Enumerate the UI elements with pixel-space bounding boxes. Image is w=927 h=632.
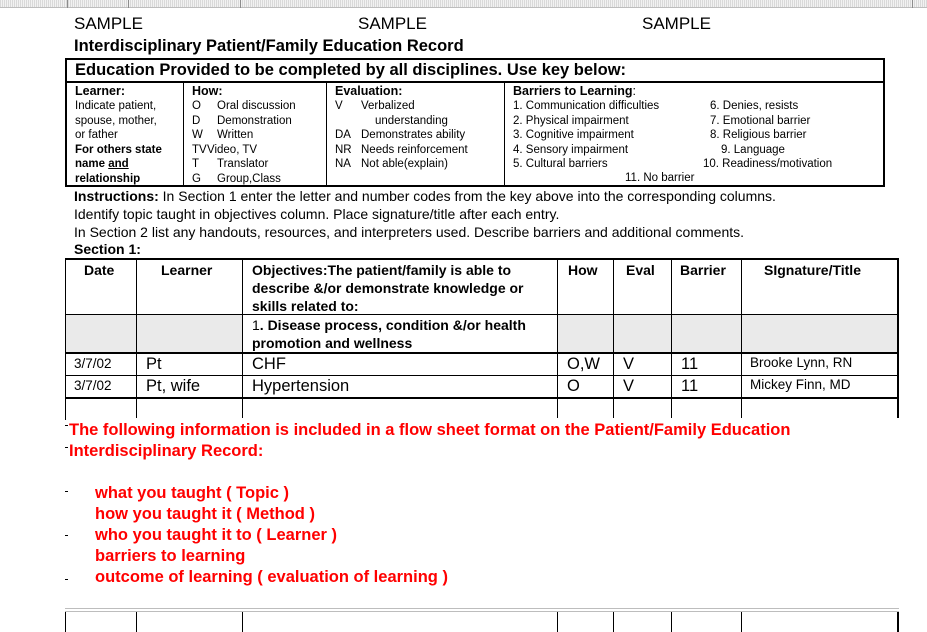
- key-learner-header: Learner:: [75, 84, 126, 98]
- row-objective: CHF: [252, 355, 286, 373]
- key-heading: Education Provided to be completed by all disciplines. Use key below:: [67, 60, 883, 83]
- row-barrier: 11: [681, 355, 699, 373]
- barrier-item: 7. Emotional barrier: [710, 114, 811, 127]
- row-eval: V: [623, 377, 635, 395]
- row-objective: Hypertension: [252, 377, 350, 395]
- key-how-item: O Oral discussion: [192, 100, 296, 112]
- row-signature: Mickey Finn, MD: [750, 377, 851, 392]
- col-header-barrier: Barrier: [680, 262, 726, 278]
- key-learner-line: Indicate patient,: [75, 100, 157, 112]
- flow-sheet-note: [69, 418, 899, 606]
- col-header-how: How: [568, 262, 598, 278]
- row-barrier: 11: [681, 377, 699, 395]
- education-key-box: [65, 58, 885, 187]
- col-header-objectives: Objectives:The patient/family is able to describe &/or demonstrate knowledge or skills related to:: [252, 262, 524, 314]
- key-how-item: T Translator: [192, 158, 269, 170]
- key-learner-bold-line: name and: [75, 158, 129, 170]
- key-eval-item: NR Needs reinforcement: [335, 143, 468, 156]
- topic-disease-process: 1. Disease process, condition &/or health promotion and wellness: [252, 317, 526, 351]
- barrier-item: 2. Physical impairment: [513, 114, 629, 127]
- instructions-line: Instructions: In Section 1 enter the letter and number codes from the key above into the corresponding columns.: [74, 188, 776, 204]
- barrier-item: 1. Communication difficulties: [513, 100, 660, 112]
- sample-label-left: SAMPLE: [74, 14, 143, 33]
- note-line: The following information is included in a flow sheet format on the Patient/Family Education: [69, 421, 791, 439]
- row-learner: Pt: [146, 355, 162, 373]
- key-evaluation-header: Evaluation:: [335, 84, 403, 98]
- key-how-column: [183, 83, 326, 185]
- barrier-item: 8. Religious barrier: [710, 129, 807, 141]
- row-date: 3/7/02: [74, 378, 112, 393]
- document-top-ruler: [0, 0, 927, 8]
- row-how: O,W: [567, 355, 600, 373]
- key-learner-line: or father: [75, 129, 118, 141]
- key-eval-item: V Verbalized: [335, 100, 415, 112]
- sample-label-right: SAMPLE: [642, 14, 711, 33]
- key-how-header: How:: [192, 84, 223, 98]
- key-eval-item: understanding: [375, 114, 448, 127]
- key-learner-bold-line: relationship: [75, 172, 141, 185]
- section-1-label: Section 1:: [74, 241, 141, 257]
- row-how: O: [567, 377, 580, 395]
- key-learner-bold-line: For others state: [75, 143, 162, 156]
- document-title: Interdisciplinary Patient/Family Education Record: [74, 37, 464, 55]
- barrier-item: 3. Cognitive impairment: [513, 129, 634, 141]
- key-barriers-column: [504, 83, 883, 185]
- col-header-eval: Eval: [626, 262, 655, 278]
- col-header-learner: Learner: [161, 262, 213, 278]
- instructions-line: In Section 2 list any handouts, resources, and interpreters used. Describe barriers and additional comments.: [74, 224, 745, 240]
- barrier-item: 6. Denies, resists: [710, 100, 799, 112]
- key-barriers-header: Barriers to Learning:: [513, 84, 636, 98]
- key-evaluation-column: [326, 83, 504, 185]
- row-eval: V: [623, 355, 635, 373]
- note-bullet: who you taught it to ( Learner ): [95, 526, 337, 544]
- barrier-item: 11. No barrier: [625, 172, 695, 184]
- note-bullet: how you taught it ( Method ): [95, 505, 315, 523]
- key-how-item: D Demonstration: [192, 114, 292, 127]
- key-eval-item: DA Demonstrates ability: [335, 129, 466, 141]
- note-bullet: outcome of learning ( evaluation of learning ): [95, 568, 448, 586]
- key-how-item: G Group,Class: [192, 172, 281, 185]
- sample-label-center: SAMPLE: [358, 14, 427, 33]
- key-how-item: W Written: [192, 129, 254, 141]
- col-header-signature: SIgnature/Title: [764, 262, 861, 278]
- row-learner: Pt, wife: [146, 377, 201, 395]
- row-date: 3/7/02: [74, 356, 112, 371]
- col-header-date: Date: [84, 262, 115, 278]
- key-learner-line: spouse, mother,: [75, 114, 157, 127]
- key-eval-item: NA Not able(explain): [335, 158, 448, 170]
- key-learner-column: [67, 83, 183, 185]
- barrier-item: 9. Language: [721, 143, 785, 156]
- instructions-line: Identify topic taught in objectives column. Place signature/title after each entry.: [74, 206, 560, 222]
- key-how-item: TVVideo, TV: [192, 143, 258, 156]
- note-bullet: barriers to learning: [95, 547, 246, 565]
- barrier-item: 5. Cultural barriers: [513, 158, 608, 170]
- barrier-item: 10. Readiness/motivation: [703, 158, 833, 170]
- note-bullet: what you taught ( Topic ): [95, 484, 290, 502]
- row-signature: Brooke Lynn, RN: [750, 355, 853, 370]
- barrier-item: 4. Sensory impairment: [513, 143, 629, 156]
- note-line: Interdisciplinary Record:: [69, 442, 264, 460]
